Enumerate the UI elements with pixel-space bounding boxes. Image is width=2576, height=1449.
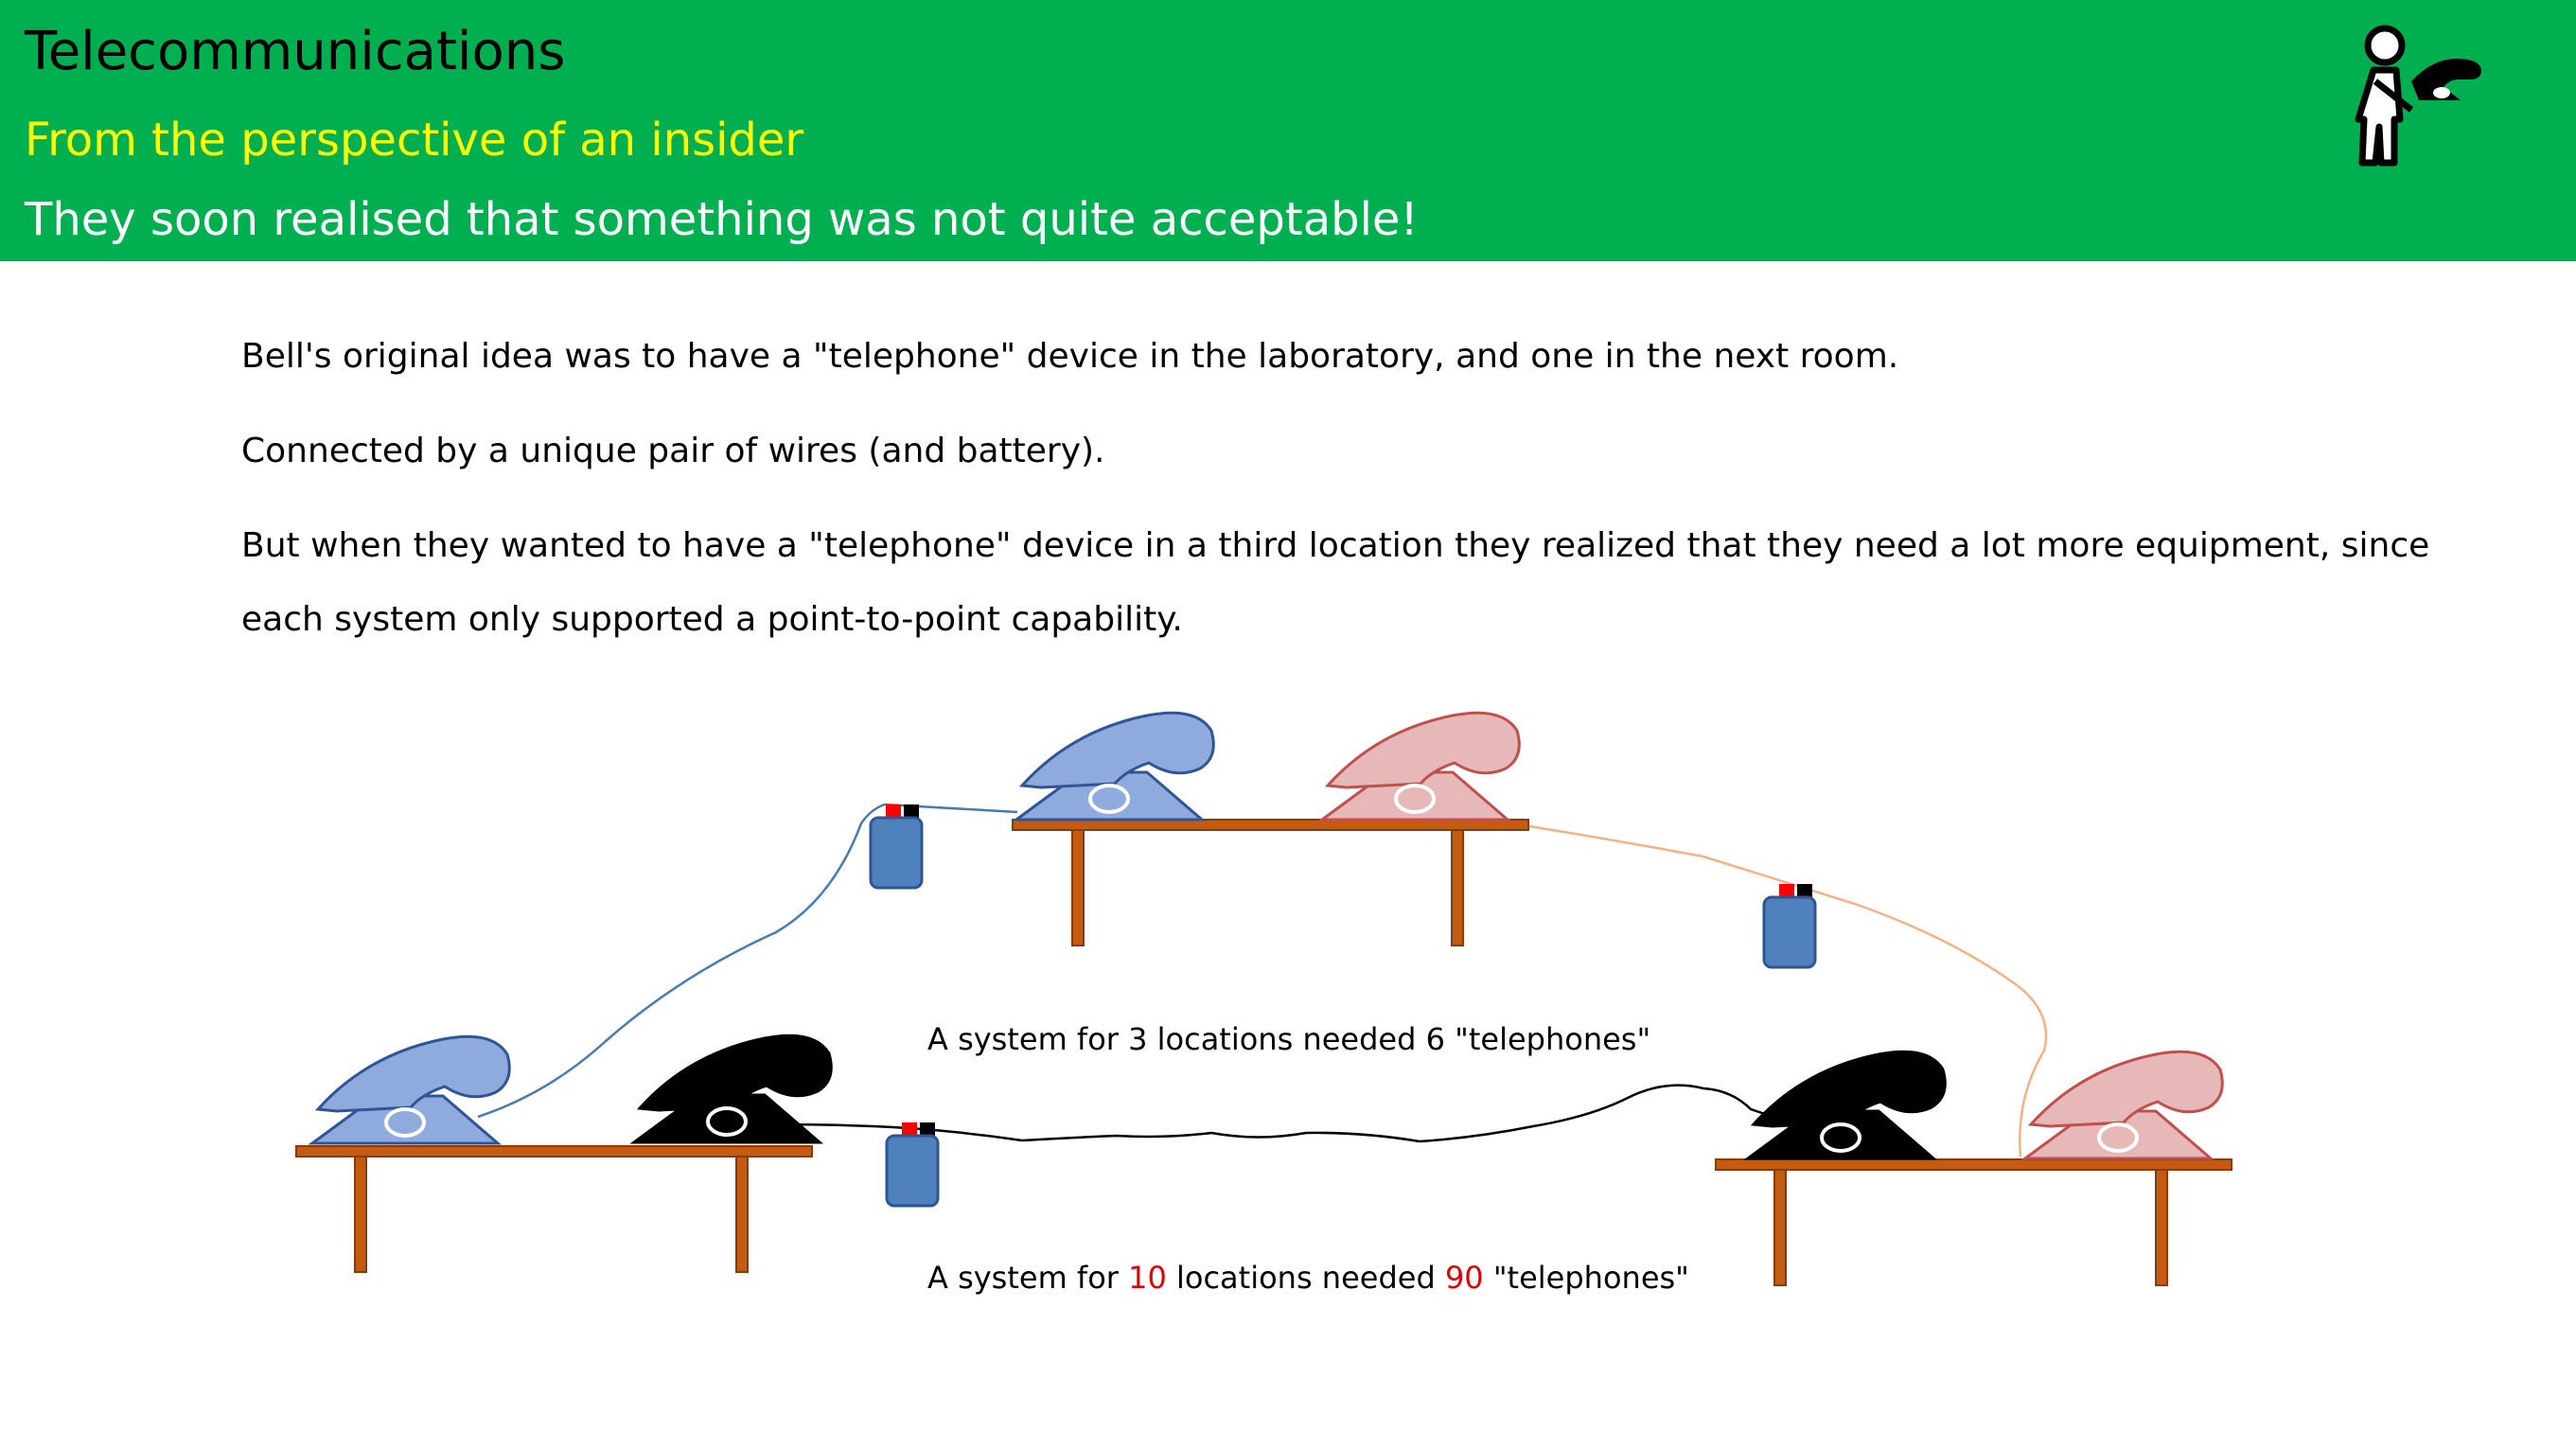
caption-three-locations: A system for 3 locations needed 6 "telephones"	[927, 1021, 1651, 1057]
table-left	[296, 1146, 812, 1272]
phone-pink-right	[2025, 1051, 2222, 1158]
telephones-count: 90	[1444, 1260, 1484, 1296]
phone-blue-top	[1016, 713, 1213, 820]
page-title: Telecommunications	[25, 21, 566, 82]
table-top	[1013, 820, 1528, 945]
battery-bottom	[887, 1122, 938, 1206]
caption-suffix: "telephones"	[1483, 1260, 1689, 1296]
phone-black-left	[634, 1035, 831, 1142]
caption-prefix: A system for	[927, 1260, 1129, 1296]
headline: They soon realised that something was not quite acceptable!	[25, 193, 1419, 246]
locations-count: 10	[1128, 1260, 1167, 1296]
caption-ten-locations	[927, 1257, 1689, 1299]
table-right	[1716, 1159, 2232, 1285]
battery-right	[1764, 884, 1815, 967]
phone-pink-top	[1322, 713, 1519, 820]
caption-middle: locations needed	[1166, 1260, 1445, 1296]
paragraph-1: Bell's original idea was to have a "telephone" device in the laboratory, and one in the next room.	[241, 337, 1899, 376]
paragraph-3: But when they wanted to have a "telephone" device in a third location they realized that they need a lot more equipment, since	[241, 526, 2430, 565]
paragraph-2: Connected by a unique pair of wires (and battery).	[241, 432, 1105, 470]
phone-blue-left	[312, 1036, 509, 1143]
page-subtitle: From the perspective of an insider	[25, 114, 804, 167]
paragraph-4: each system only supported a point-to-point capability.	[241, 600, 1183, 639]
battery-top-left	[871, 804, 922, 888]
phone-black-right	[1748, 1051, 1945, 1158]
